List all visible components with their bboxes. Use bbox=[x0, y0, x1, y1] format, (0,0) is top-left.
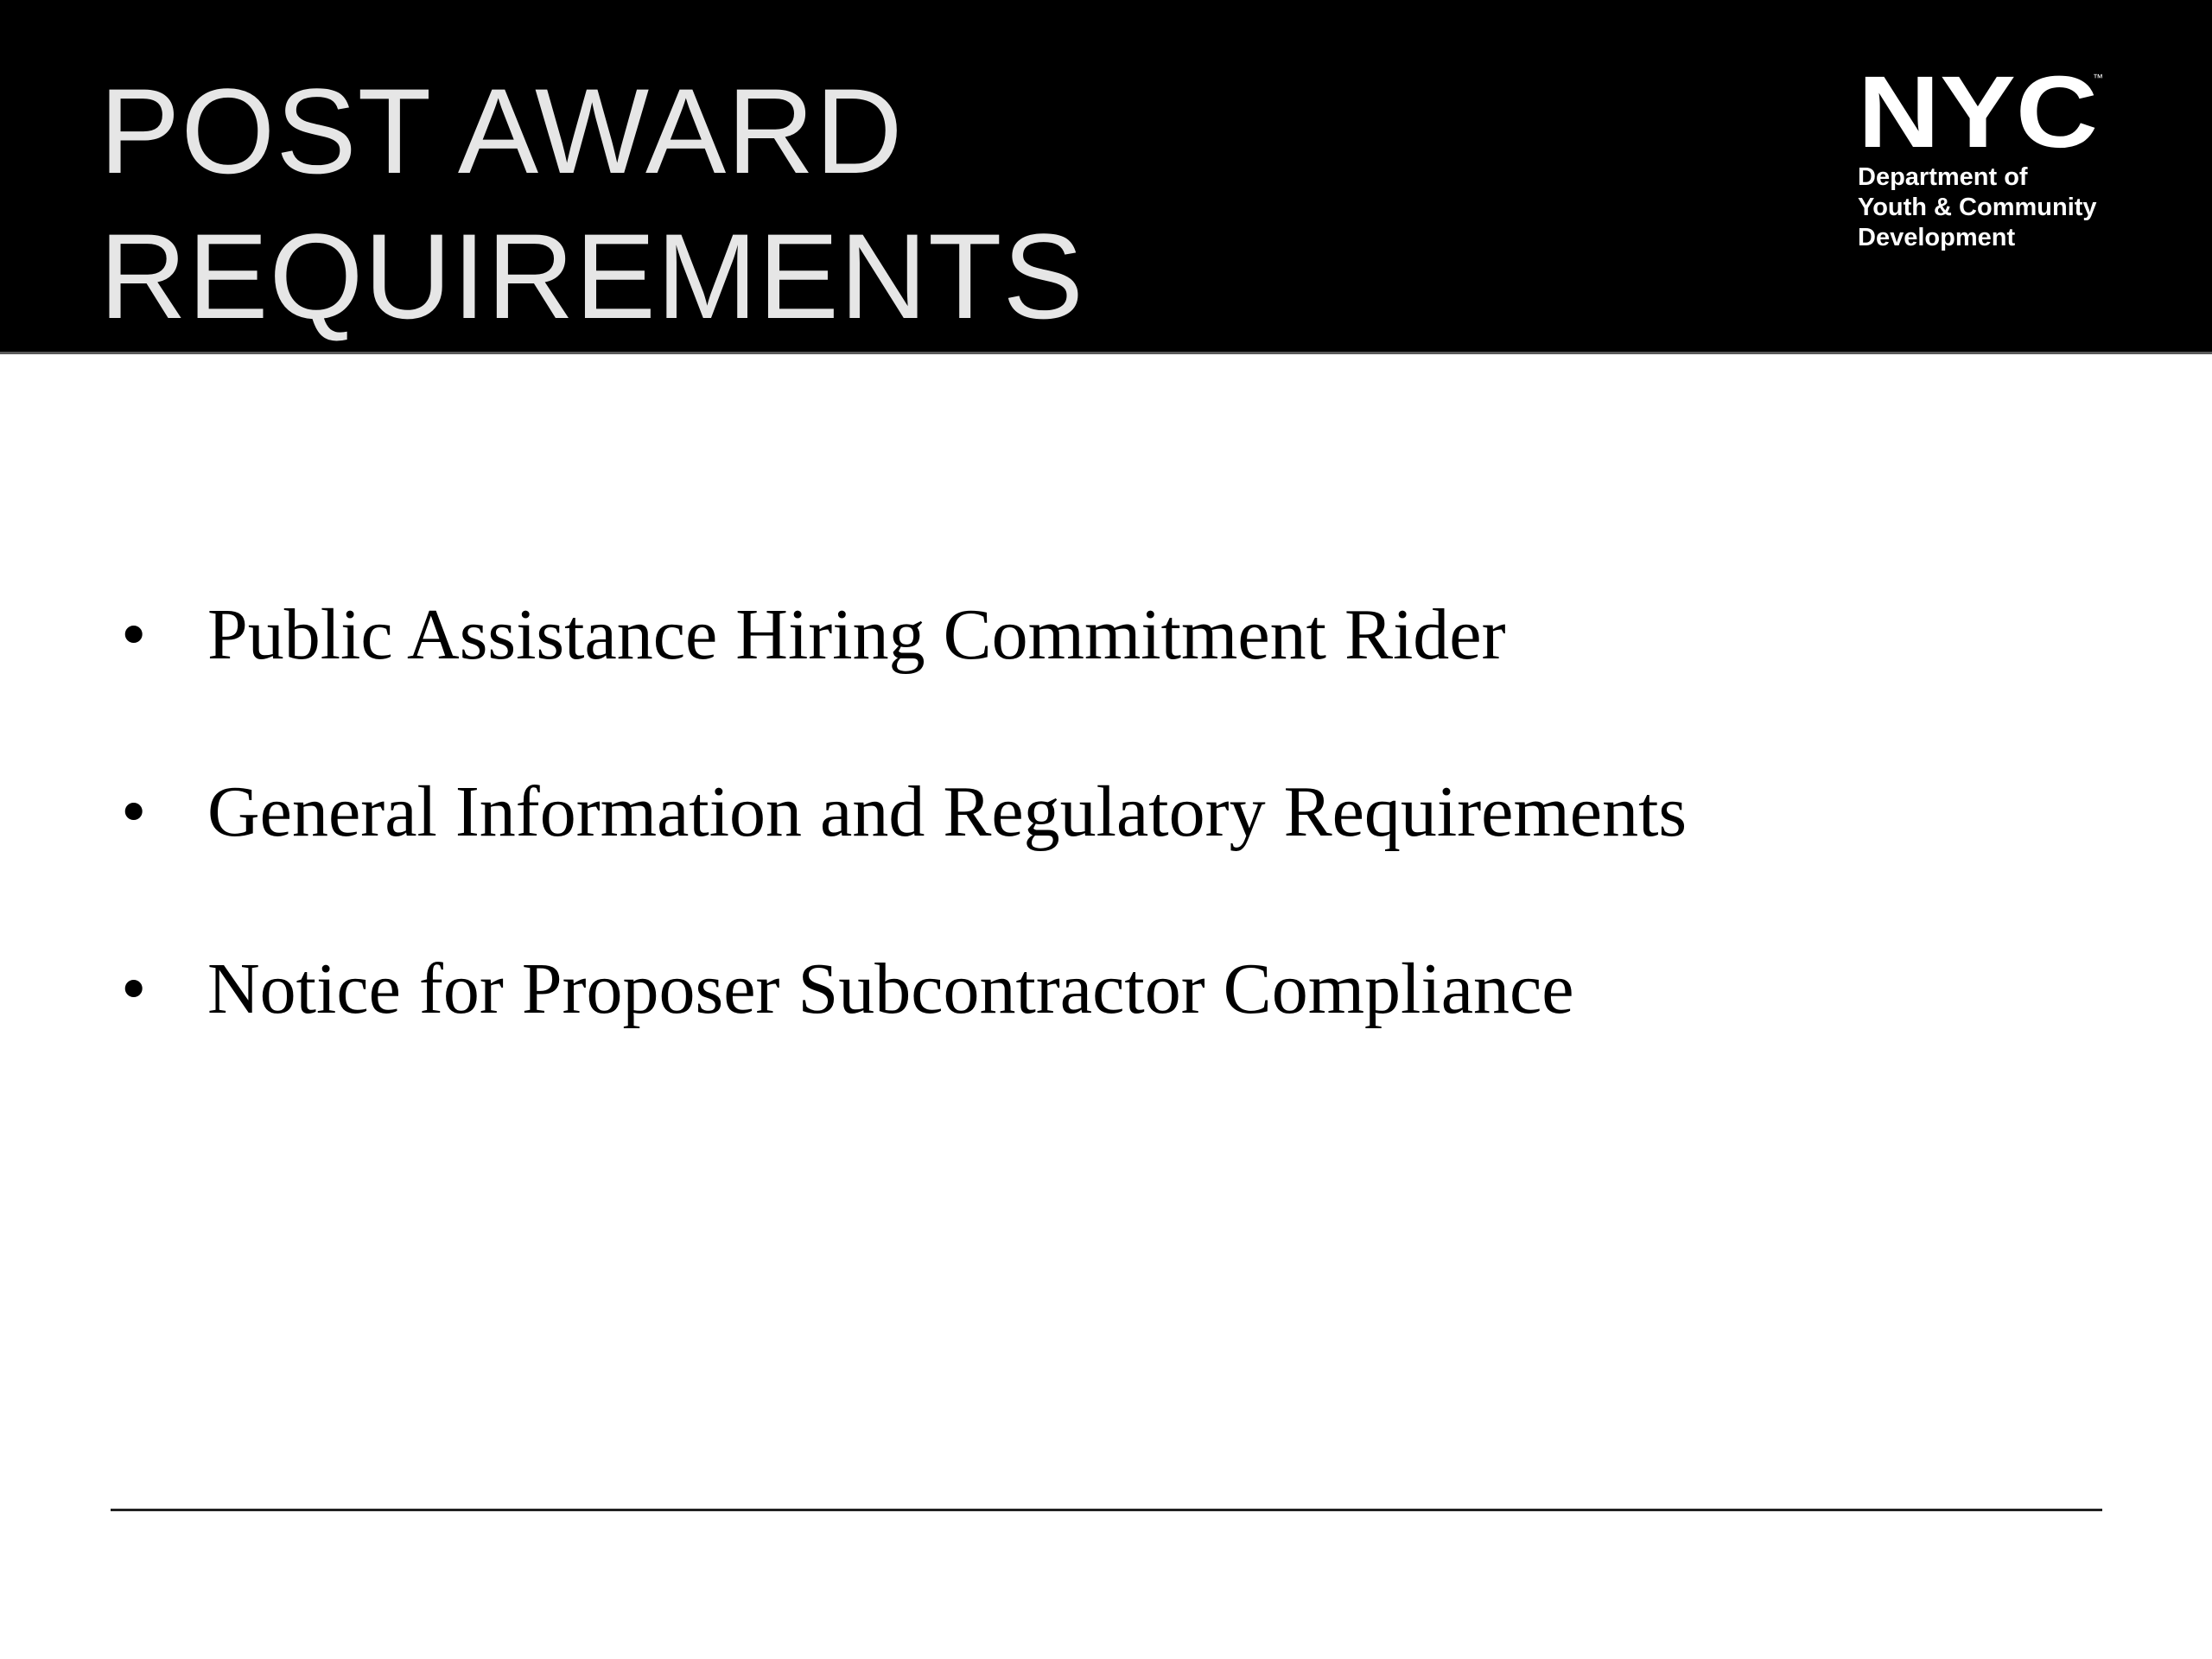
trademark-symbol: ™ bbox=[2093, 72, 2103, 84]
bullet-icon: • bbox=[121, 949, 147, 1029]
nyc-dycd-logo bbox=[1858, 69, 2134, 253]
bullet-text: Notice for Proposer Subcontractor Compliance bbox=[207, 949, 1574, 1029]
slide-title bbox=[99, 59, 1084, 349]
footer-divider bbox=[111, 1509, 2102, 1511]
agency-name-line-1: Department of bbox=[1858, 163, 2028, 191]
bullet-icon: • bbox=[121, 594, 147, 675]
bullet-text: Public Assistance Hiring Commitment Rider bbox=[207, 594, 1506, 675]
nyc-logo-text: NYC bbox=[1858, 69, 2098, 156]
bullet-icon: • bbox=[121, 772, 147, 852]
nyc-logo-mark bbox=[1858, 69, 2104, 156]
agency-name-line-3: Development bbox=[1858, 224, 2016, 251]
slide-title-line-1: POST AWARD bbox=[99, 63, 904, 199]
slide-header bbox=[0, 0, 2212, 354]
slide-title-line-2: REQUIREMENTS bbox=[99, 208, 1084, 344]
agency-name-line-2: Youth & Community bbox=[1858, 194, 2097, 221]
agency-name bbox=[1858, 162, 2134, 253]
bullet-text: General Information and Regulatory Requirements bbox=[207, 772, 1688, 852]
